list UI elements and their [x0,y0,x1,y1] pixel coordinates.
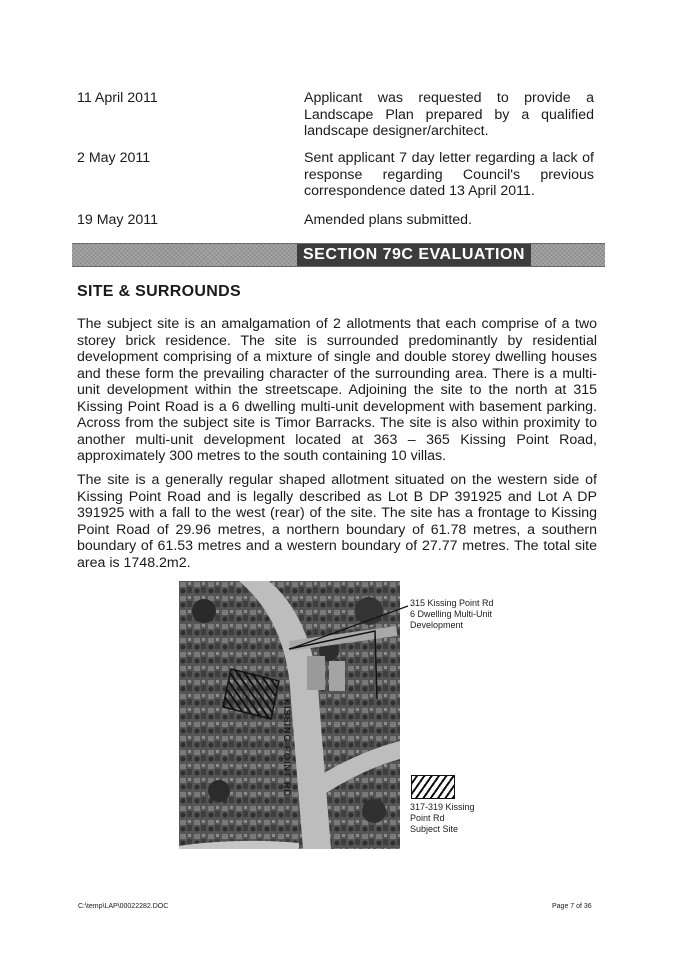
callout-line: 315 Kissing Point Rd [410,598,494,608]
aerial-map [179,581,400,849]
timeline-description: Applicant was requested to provide a Landscape Plan prepared by a qualified landscape designer/architect. [304,90,594,139]
timeline-description: Sent applicant 7 day letter regarding a lack of response regarding Council's previous correspondence dated 13 April 2011. [304,150,594,199]
subject-site-legend-swatch [411,775,455,799]
footer-path: C:\temp\LAP\00022282.DOC [78,903,169,910]
callout-line: Subject Site [410,824,459,834]
timeline-date: 11 April 2011 [77,90,158,106]
callout-line: 6 Dwelling Multi-Unit [410,609,493,619]
callout-line: Point Rd [410,813,445,823]
body-paragraph: The subject site is an amalgamation of 2 allotments that each comprise of a two storey brick residence. The site is surrounded predominantly by residential development comprising of a mixture of single and double storey dwelling houses and these form the prevailing character of the surrounding area. There is a multi-unit development within the streetscape. Adjoining the site to the north at 315 Kissing Point Road is a 6 dwelling multi-unit development with basement parking. Across from the subject site is Timor Barracks. The site is also within proximity to another multi-unit development located at 363 – 365 Kissing Point Road, approximately 300 metres to the south containing 10 villas. [77,316,597,464]
callout-line: 317-319 Kissing [410,802,475,812]
timeline-date: 2 May 2011 [77,150,151,166]
road-label: KISSING POINT RD [282,699,292,797]
section-banner-title: SECTION 79C EVALUATION [297,244,531,266]
body-paragraph: The site is a generally regular shaped allotment situated on the western side of Kissing Point Road and is legally described as Lot B DP 391925 and Lot A DP 391925 with a fall to the west (rear) of the site. The site has a frontage to Kissing Point Road of 29.96 metres, a northern boundary of 61.78 metres, a southern boundary of 61.53 metres and a western boundary of 27.77 metres. The total site area is 1748.2m2. [77,472,597,571]
timeline-description: Amended plans submitted. [304,212,472,228]
callout-line: Development [410,620,464,630]
callout-subject [410,802,475,835]
callout-north [410,598,494,631]
footer-page-number: Page 7 of 36 [552,903,592,910]
section-heading: SITE & SURROUNDS [77,283,241,300]
section-banner [72,243,605,267]
timeline-date: 19 May 2011 [77,212,158,228]
